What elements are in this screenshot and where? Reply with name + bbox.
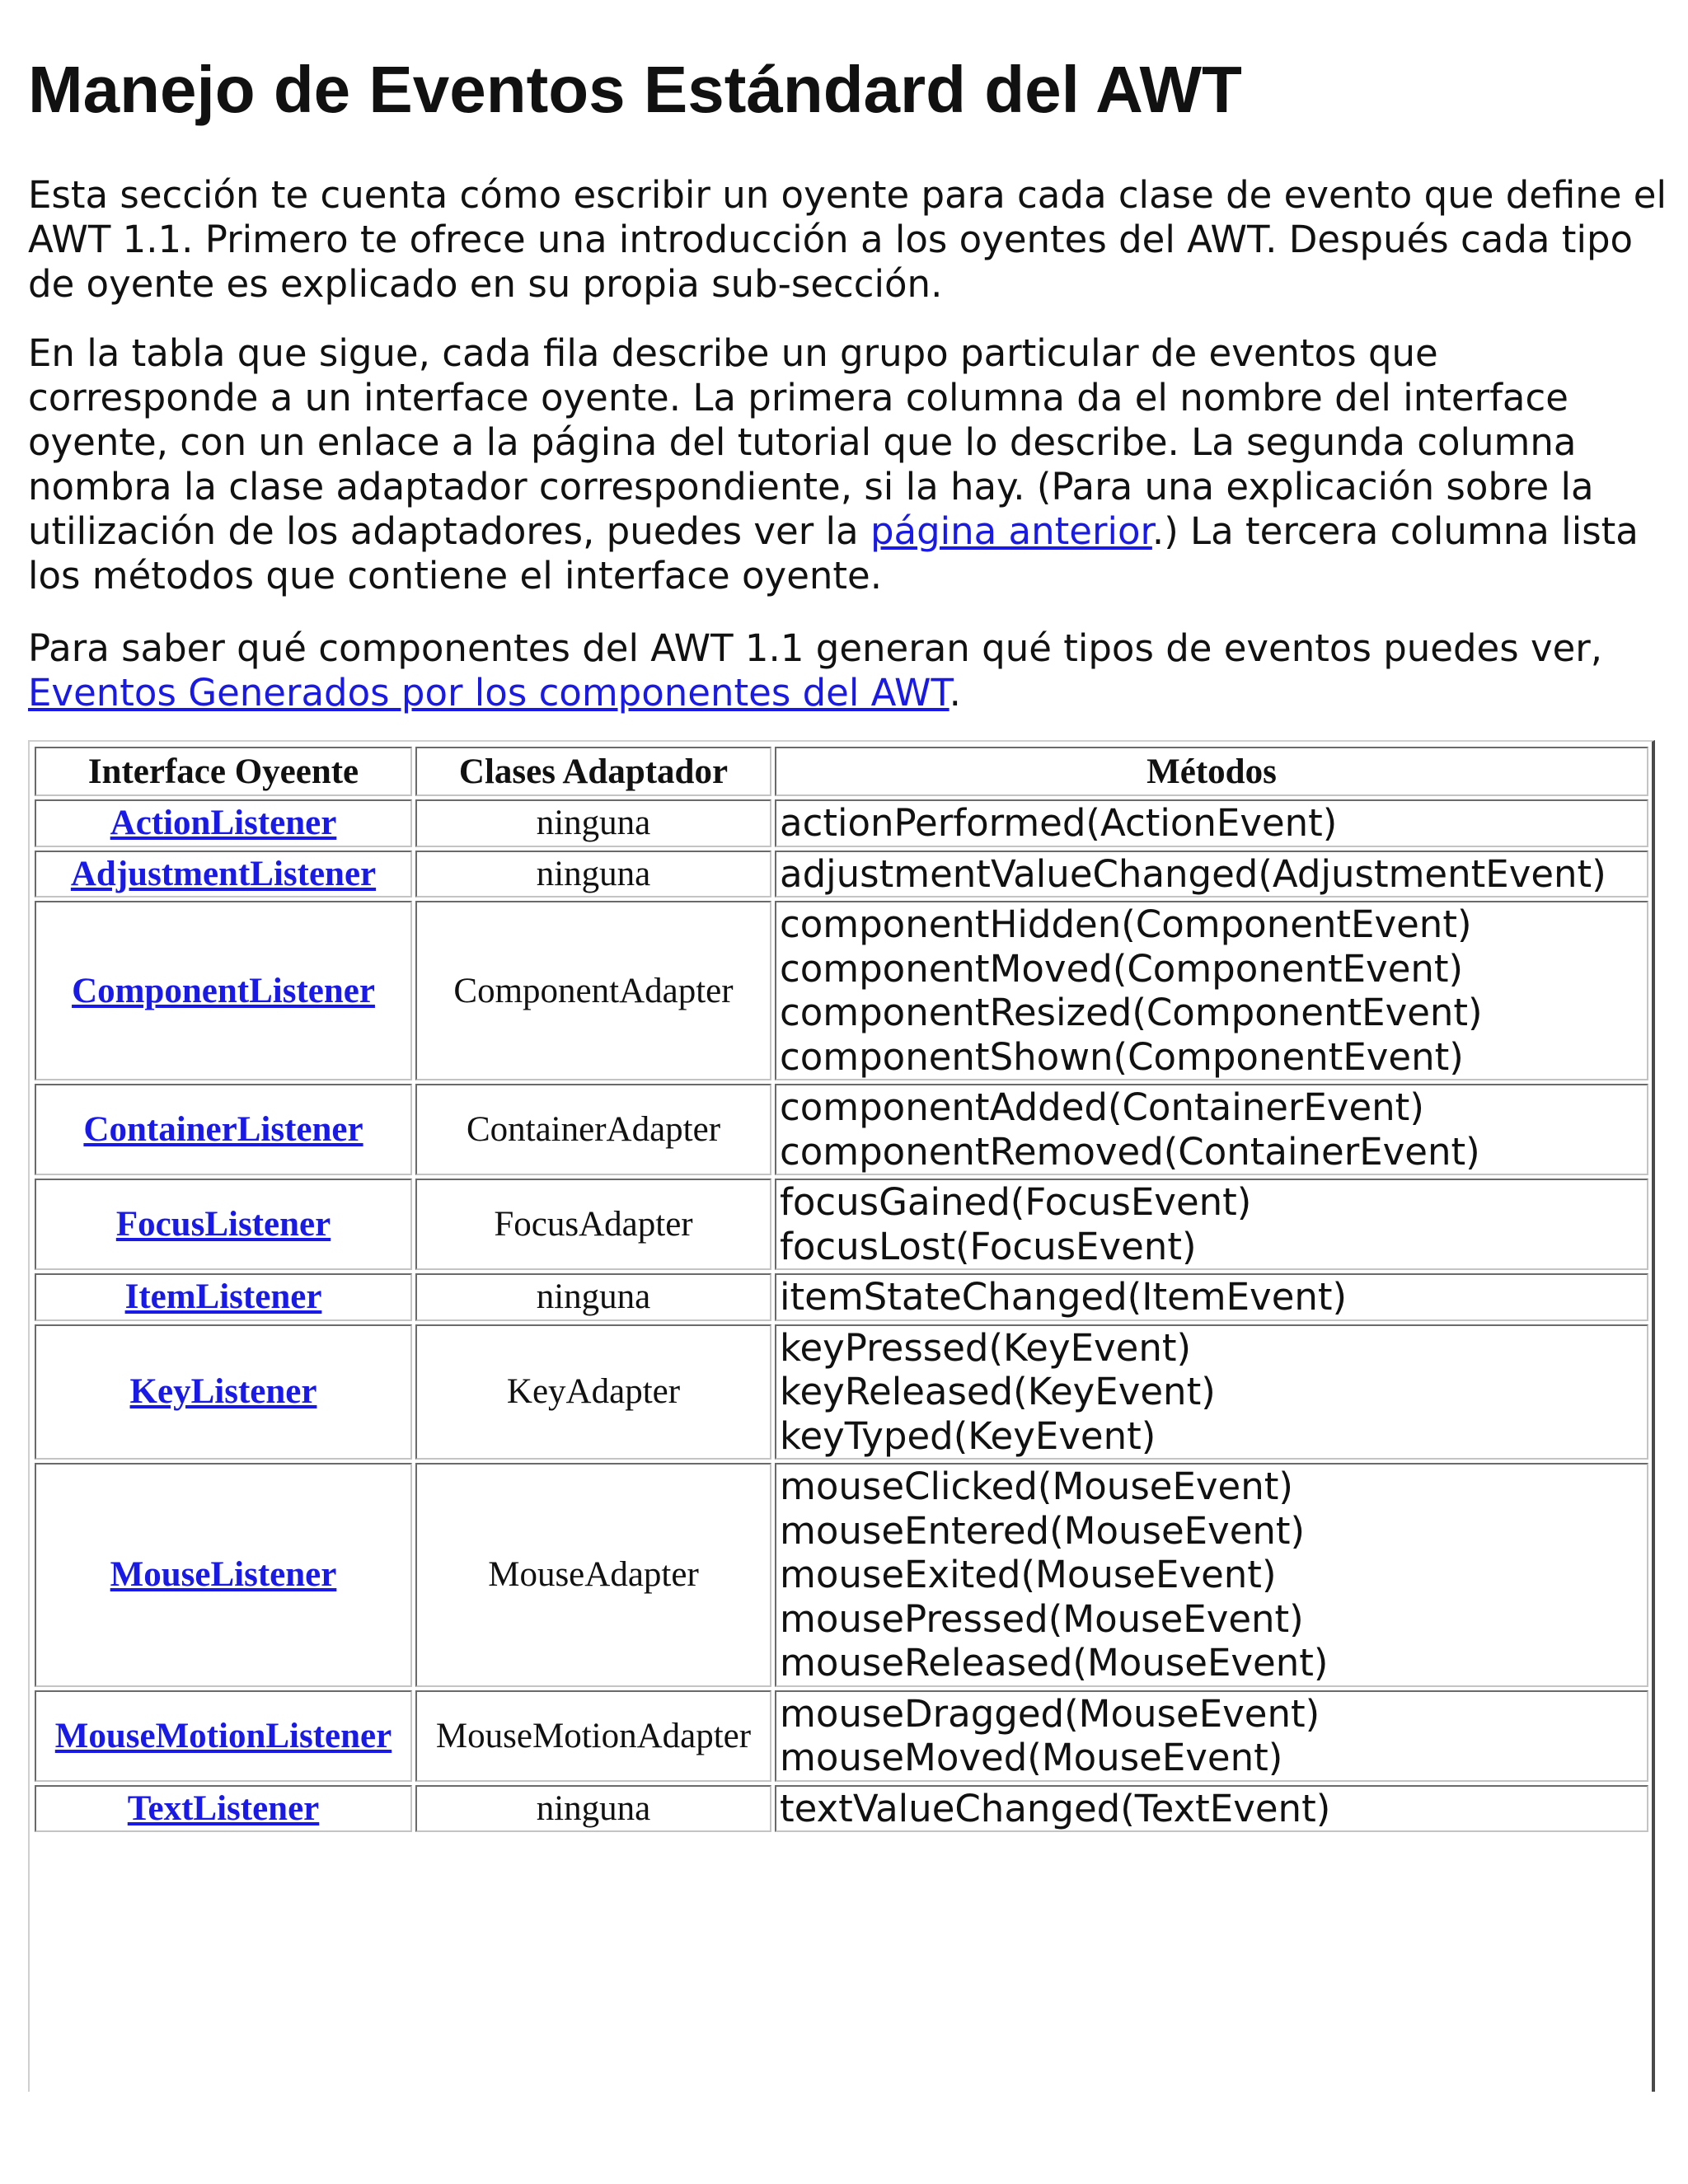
interface-link[interactable]: ActionListener — [110, 804, 337, 843]
page-title: Manejo de Eventos Estándard del AWT — [28, 53, 1242, 126]
table-body — [35, 799, 1648, 1832]
adapter-cell: ninguna — [415, 1273, 771, 1321]
table-row — [35, 1463, 1648, 1687]
method-signature: componentMoved(ComponentEvent) — [780, 946, 1464, 991]
interface-cell — [35, 1785, 412, 1833]
method-signature: mouseEntered(MouseEvent) — [780, 1508, 1306, 1553]
adapter-cell: MouseMotionAdapter — [415, 1690, 771, 1782]
table-row — [35, 1324, 1648, 1460]
method-signature: itemStateChanged(ItemEvent) — [780, 1275, 1348, 1319]
interface-link[interactable]: TextListener — [127, 1788, 320, 1828]
table-row — [35, 901, 1648, 1080]
table-row — [35, 1273, 1648, 1321]
header-interface: Interface Oyeente — [35, 747, 412, 796]
adapter-cell: FocusAdapter — [415, 1179, 771, 1270]
interface-cell — [35, 1084, 412, 1175]
table-header-row — [35, 747, 1648, 796]
method-signature: componentHidden(ComponentEvent) — [780, 902, 1472, 946]
method-signature: keyReleased(KeyEvent) — [780, 1370, 1216, 1413]
table-description-text-end: .) La tercera columna lista los métodos que contiene el interface oyente. — [28, 509, 1639, 598]
method-signature: actionPerformed(ActionEvent) — [780, 801, 1338, 845]
header-adapter: Clases Adaptador — [415, 747, 771, 796]
methods-cell — [775, 901, 1648, 1080]
interface-cell — [35, 901, 412, 1080]
adapter-cell: ContainerAdapter — [415, 1084, 771, 1175]
method-signature: componentRemoved(ContainerEvent) — [780, 1129, 1480, 1174]
interface-cell — [35, 1273, 412, 1321]
method-signature: keyPressed(KeyEvent) — [780, 1325, 1192, 1370]
methods-cell — [775, 799, 1648, 847]
interface-cell — [35, 1324, 412, 1460]
adapter-cell: ninguna — [415, 851, 771, 898]
method-signature: mouseMoved(MouseEvent) — [780, 1736, 1283, 1779]
listener-table — [31, 743, 1652, 1835]
methods-cell — [775, 1690, 1648, 1782]
methods-cell — [775, 1179, 1648, 1270]
generated-events-link[interactable]: Eventos Generados por los componentes del AWT — [28, 671, 950, 715]
method-signature: textValueChanged(TextEvent) — [780, 1786, 1331, 1830]
components-text: Para saber qué componentes del AWT 1.1 generan qué tipos de eventos puedes ver, — [28, 626, 1603, 670]
methods-cell — [775, 1324, 1648, 1460]
interface-link[interactable]: KeyListener — [129, 1372, 317, 1412]
method-signature: componentAdded(ContainerEvent) — [780, 1085, 1424, 1129]
interface-link[interactable]: ContainerListener — [83, 1110, 363, 1149]
adapter-cell: ninguna — [415, 799, 771, 847]
table-description-text: En la tabla que sigue, cada fila describe un grupo particular de eventos que corresponde a un interface oyente. La primera columna da el nombre del interface oyente, con un enlace a la página del tutorial que lo describe. La segunda columna nombra la clase adaptador correspondiente, si la hay. (Para una explicación sobre la utilización de los adaptadores, puedes ver la — [28, 331, 1594, 553]
interface-cell — [35, 799, 412, 847]
methods-cell — [775, 1273, 1648, 1321]
table-row — [35, 851, 1648, 898]
components-text-end: . — [949, 671, 961, 715]
adapter-cell: MouseAdapter — [415, 1463, 771, 1687]
method-signature: componentResized(ComponentEvent) — [780, 991, 1483, 1034]
method-signature: focusLost(FocusEvent) — [780, 1224, 1197, 1268]
method-signature: mouseReleased(MouseEvent) — [780, 1641, 1329, 1685]
method-signature: mouseClicked(MouseEvent) — [780, 1465, 1293, 1508]
adapter-cell: KeyAdapter — [415, 1324, 771, 1460]
header-methods: Métodos — [775, 747, 1648, 796]
method-signature: mouseDragged(MouseEvent) — [780, 1691, 1320, 1736]
methods-cell — [775, 1785, 1648, 1833]
adapter-cell: ninguna — [415, 1785, 771, 1833]
method-signature: mouseExited(MouseEvent) — [780, 1553, 1277, 1596]
components-paragraph — [28, 626, 1668, 715]
interface-cell — [35, 851, 412, 898]
methods-cell — [775, 1084, 1648, 1175]
methods-cell — [775, 851, 1648, 898]
method-signature: focusGained(FocusEvent) — [780, 1180, 1252, 1224]
interface-link[interactable]: ItemListener — [124, 1277, 322, 1317]
previous-page-link[interactable]: página anterior — [870, 509, 1152, 553]
interface-cell — [35, 1690, 412, 1782]
table-row — [35, 799, 1648, 847]
interface-link[interactable]: ComponentListener — [72, 971, 375, 1010]
table-description-paragraph — [28, 331, 1668, 598]
interface-link[interactable]: MouseListener — [110, 1555, 337, 1595]
interface-cell — [35, 1179, 412, 1270]
interface-link[interactable]: AdjustmentListener — [70, 854, 377, 893]
method-signature: mousePressed(MouseEvent) — [780, 1596, 1304, 1641]
table-row — [35, 1179, 1648, 1270]
method-signature: adjustmentValueChanged(AdjustmentEvent) — [780, 851, 1606, 896]
intro-paragraph: Esta sección te cuenta cómo escribir un oyente para cada clase de evento que define el AWT 1.1. Primero te ofrece una introducción a los oyentes del AWT. Después cada tipo de oyente es explicado en su propia sub-sección. — [28, 173, 1667, 306]
adapter-cell: ComponentAdapter — [415, 901, 771, 1080]
table-row — [35, 1690, 1648, 1782]
methods-cell — [775, 1463, 1648, 1687]
method-signature: keyTyped(KeyEvent) — [780, 1413, 1156, 1458]
table-row — [35, 1785, 1648, 1833]
interface-link[interactable]: FocusListener — [115, 1205, 331, 1244]
table-row — [35, 1084, 1648, 1175]
method-signature: componentShown(ComponentEvent) — [780, 1034, 1464, 1079]
interface-cell — [35, 1463, 412, 1687]
interface-link[interactable]: MouseMotionListener — [54, 1716, 392, 1755]
